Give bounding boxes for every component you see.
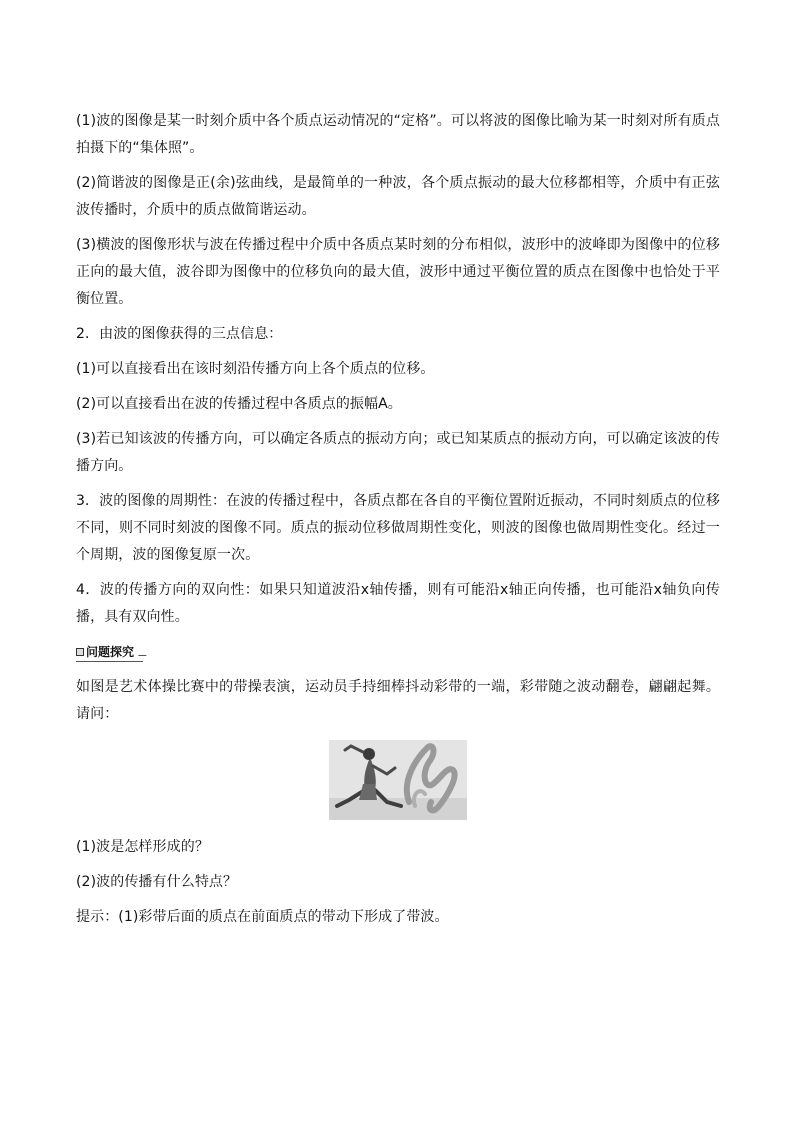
question-item: (1)波是怎样形成的？ [76, 839, 209, 855]
paragraph: (3)若已知该波的传播方向，可以确定各质点的振动方向；或已知某质点的振动方向，可以确定该波的传播方向。 [76, 431, 720, 474]
section-heading [76, 643, 143, 662]
paragraph: (2)简谐波的图像是正(余)弦曲线，是最简单的一种波，各个质点振动的最大位移都相等，介质中有正弦波传播时，介质中的质点做简谐运动。 [76, 175, 720, 218]
document-page [76, 108, 720, 939]
paragraph: (1)波的图像是某一时刻介质中各个质点运动情况的“定格”。可以将波的图像比喻为某一时刻对所有质点拍摄下的“集体照”。 [76, 113, 720, 156]
question-intro: 如图是艺术体操比赛中的带操表演，运动员手持细棒抖动彩带的一端，彩带随之波动翻卷，翩翩起舞。请问： [76, 679, 720, 722]
paragraph: 3．波的图像的周期性：在波的传播过程中，各质点都在各自的平衡位置附近振动，不同时刻质点的位移不同，则不同时刻波的图像不同。质点的振动位移做周期性变化，则波的图像也做周期性变化。经过一个周期，波的图像复原一次。 [76, 493, 720, 563]
paragraph: 2．由波的图像获得的三点信息： [76, 326, 283, 342]
paragraph: (1)可以直接看出在该时刻沿传播方向上各个质点的位移。 [76, 361, 435, 377]
paragraph: (2)可以直接看出在波的传播过程中各质点的振幅A。 [76, 396, 402, 412]
square-bullet-icon [76, 648, 84, 656]
paragraph: (3)横波的图像形状与波在传播过程中介质中各质点某时刻的分布相似，波形中的波峰即为图像中的位移正向的最大值，波谷即为图像中的位移负向的最大值，波形中通过平衡位置的质点在图像中也恰处于平衡位置。 [76, 237, 720, 307]
hint-text: 提示：(1)彩带后面的质点在前面质点的带动下形成了带波。 [76, 909, 449, 925]
paragraph: 4．波的传播方向的双向性：如果只知道波沿x轴传播，则有可能沿x轴正向传播，也可能沿x轴负向传播，具有双向性。 [76, 582, 720, 625]
section-heading-label: 问题探究 [86, 645, 135, 659]
figure-container [76, 740, 720, 820]
ribbon-gymnast-photo [329, 740, 467, 820]
question-item: (2)波的传播有什么特点？ [76, 874, 238, 890]
